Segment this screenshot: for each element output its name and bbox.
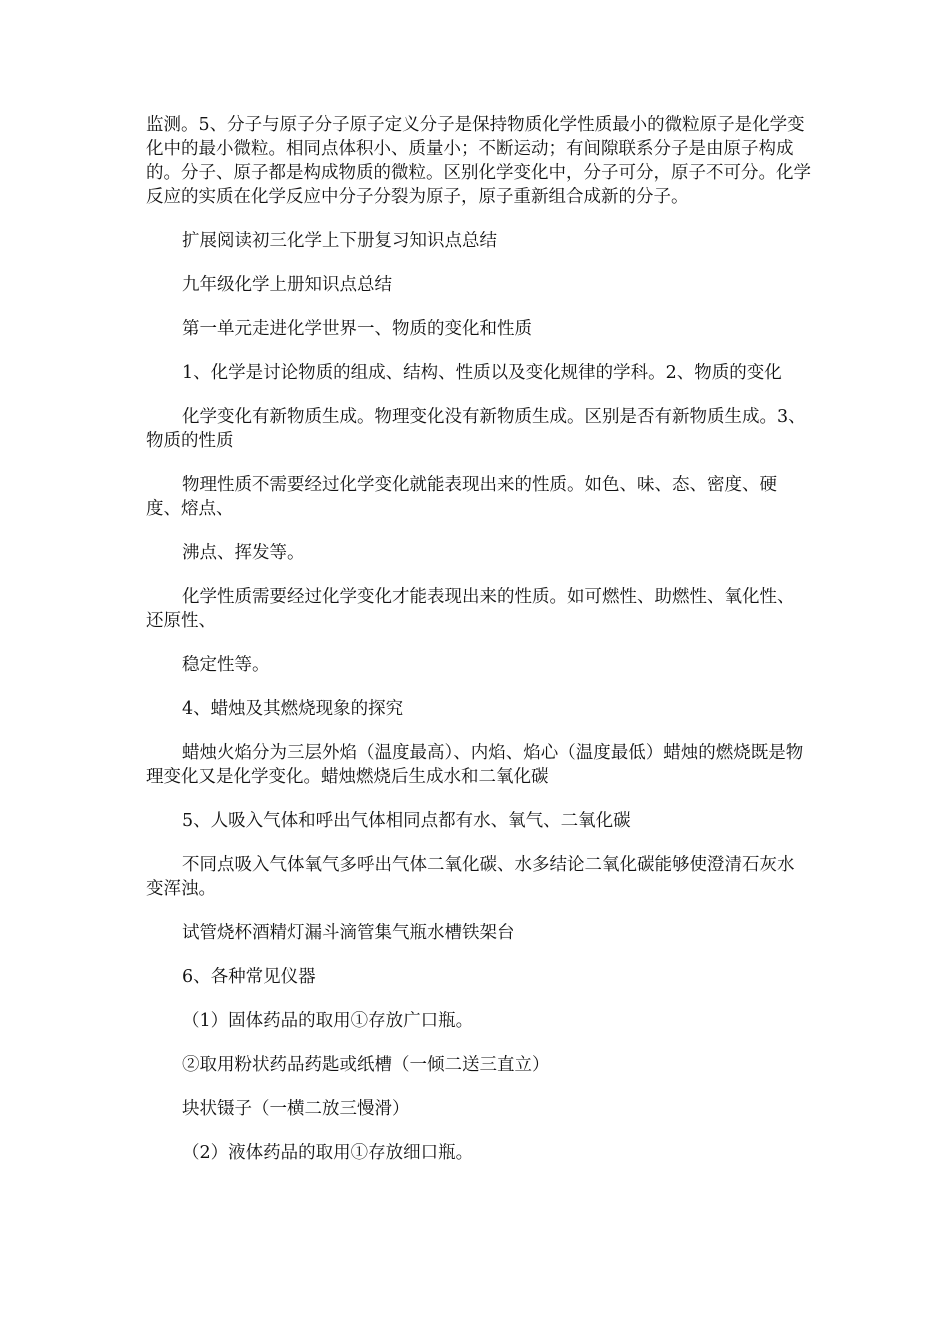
paragraph: 5、人吸入气体和呼出气体相同点都有水、氧气、二氧化碳 <box>182 811 631 831</box>
paragraph: 4、蜡烛及其燃烧现象的探究 <box>182 699 404 719</box>
paragraph: 蜡烛火焰分为三层外焰（温度最高）、内焰、焰心（温度最低）蜡烛的燃烧既是物理变化又是化学变化。蜡烛燃烧后生成水和二氧化碳 <box>146 743 804 787</box>
paragraph: 1、化学是讨论物质的组成、结构、性质以及变化规律的学科。2、物质的变化 <box>182 363 782 383</box>
paragraph: 稳定性等。 <box>182 655 270 675</box>
paragraph: 试管烧杯酒精灯漏斗滴管集气瓶水槽铁架台 <box>182 923 515 943</box>
paragraph: （2）液体药品的取用①存放细口瓶。 <box>182 1143 474 1163</box>
paragraph: 化学变化有新物质生成。物理变化没有新物质生成。区别是否有新物质生成。3、物质的性质 <box>146 407 806 451</box>
paragraph: 6、各种常见仪器 <box>182 967 316 987</box>
paragraph: 物理性质不需要经过化学变化就能表现出来的性质。如色、味、态、密度、硬度、熔点、 <box>146 475 777 519</box>
paragraph: 监测。5、分子与原子分子原子定义分子是保持物质化学性质最小的微粒原子是化学变化中的最小微粒。相同点体积小、质量小；不断运动；有间隙联系分子是由原子构成的。分子、原子都是构成物质的微粒。区别化学变化中，分子可分，原子不可分。化学反应的实质在化学反应中分子分裂为原子，原子重新组合成新的分子。 <box>146 115 811 207</box>
paragraph: ②取用粉状药品药匙或纸槽（一倾二送三直立） <box>182 1055 550 1075</box>
paragraph: 沸点、挥发等。 <box>182 543 305 563</box>
paragraph: 扩展阅读初三化学上下册复习知识点总结 <box>182 231 497 251</box>
document-body <box>146 113 811 1185</box>
paragraph: 九年级化学上册知识点总结 <box>182 275 392 295</box>
section-heading: 第一单元走进化学世界一、物质的变化和性质 <box>182 319 532 339</box>
paragraph: 块状镊子（一横二放三慢滑） <box>182 1099 410 1119</box>
paragraph: 化学性质需要经过化学变化才能表现出来的性质。如可燃性、助燃性、氧化性、还原性、 <box>146 587 795 631</box>
paragraph: 不同点吸入气体氧气多呼出气体二氧化碳、水多结论二氧化碳能够使澄清石灰水变浑浊。 <box>146 855 795 899</box>
paragraph: （1）固体药品的取用①存放广口瓶。 <box>182 1011 474 1031</box>
